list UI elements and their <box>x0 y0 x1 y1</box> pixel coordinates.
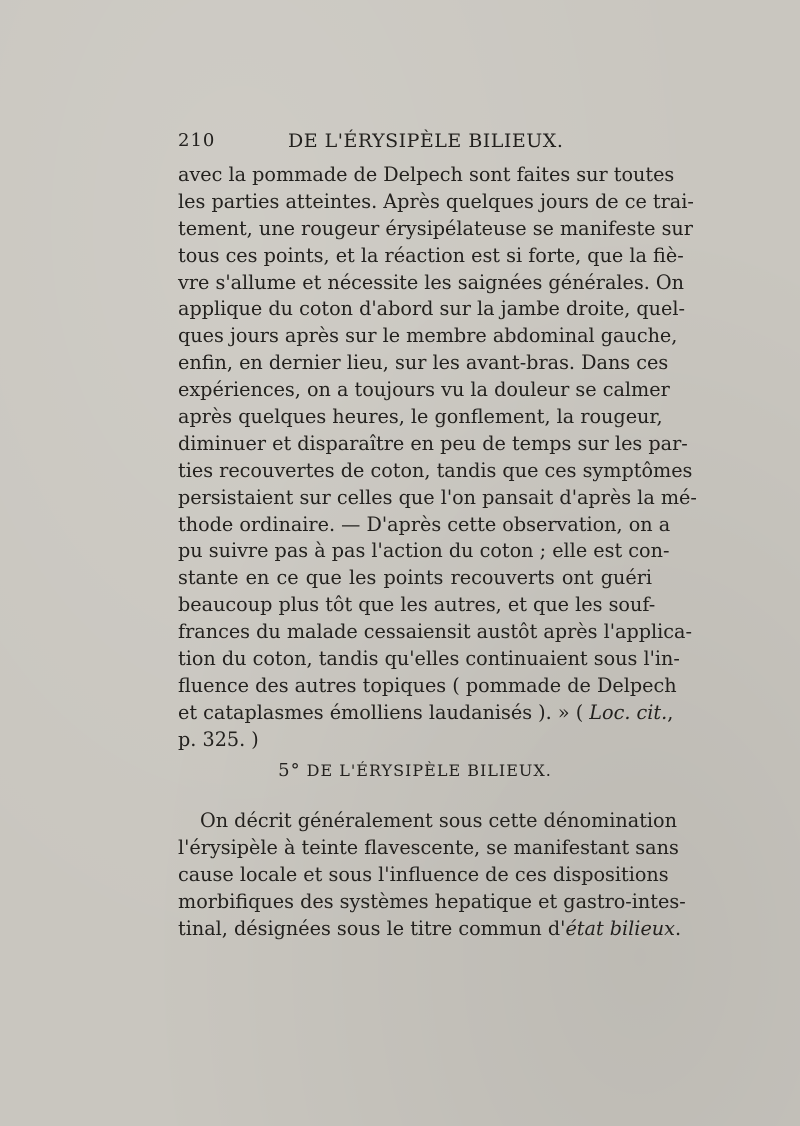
section-number: 5° <box>278 760 301 781</box>
text-line: beaucoup plus tôt que les autres, et que les souf- <box>178 593 656 617</box>
section-title: DE L'ÉRYSIPÈLE BILIEUX. <box>306 761 552 780</box>
running-title: DE L'ÉRYSIPÈLE BILIEUX. <box>288 130 564 152</box>
citation-reference: Loc. cit. <box>589 700 668 724</box>
text-line: après quelques heures, le gonflement, la rougeur, <box>178 405 663 429</box>
text-line: On décrit généralement sous cette dénomination <box>200 809 677 832</box>
section-paragraph <box>178 808 686 942</box>
citation-text: et cataplasmes émolliens laudanisés ). » ( <box>178 700 590 724</box>
text-line: stante en ce que les points recouverts ont guéri <box>178 566 652 590</box>
text-line: tous ces points, et la réaction est si forte, que la fiè- <box>178 243 684 267</box>
final-punctuation: . <box>674 916 682 940</box>
text-line: morbifiques des systèmes hepatique et gastro-intes- <box>178 889 686 913</box>
text-line: tement, une rougeur érysipélateuse se manifeste sur <box>178 216 693 240</box>
text-line: fluence des autres topiques ( pommade de Delpech <box>178 673 677 697</box>
text-line: ques jours après sur le membre abdominal gauche, <box>178 324 678 348</box>
text-line: frances du malade cessaiensit austôt après l'applica- <box>178 620 692 644</box>
text-line: diminuer et disparaître en peu de temps sur les par- <box>178 431 688 455</box>
citation-punctuation: , <box>667 700 674 724</box>
text-line: vre s'allume et nécessite les saignées générales. On <box>178 270 685 294</box>
text-line: ties recouvertes de coton, tandis que ces symptômes <box>178 458 693 482</box>
final-text: tinal, désignées sous le titre commun d' <box>178 916 566 940</box>
text-line: tion du coton, tandis qu'elles continuaient sous l'in- <box>178 647 680 671</box>
emphasized-term: état bilieux <box>565 916 675 940</box>
running-head <box>178 130 652 160</box>
text-line: les parties atteintes. Après quelques jours de ce trai- <box>178 189 694 213</box>
section-heading <box>178 760 652 781</box>
text-line: pu suivre pas à pas l'action du coton ; elle est con- <box>178 539 670 563</box>
text-line: thode ordinaire. — D'après cette observation, on a <box>178 512 671 536</box>
text-line: l'érysipèle à teinte flavescente, se manifestant sans <box>178 835 679 859</box>
text-line: applique du coton d'abord sur la jambe droite, quel- <box>178 297 686 321</box>
page-number: 210 <box>178 130 216 151</box>
text-line: avec la pommade de Delpech sont faites sur toutes <box>178 163 675 186</box>
text-line: cause locale et sous l'influence de ces dispositions <box>178 862 669 886</box>
text-line: expériences, on a toujours vu la douleur se calmer <box>178 378 670 402</box>
text-line-citation <box>178 700 674 727</box>
text-line: persistaient sur celles que l'on pansait d'après la mé- <box>178 485 697 509</box>
text-line-final <box>178 916 682 943</box>
body-paragraph <box>178 162 697 754</box>
text-line-citation-page: p. 325. ) <box>178 727 259 751</box>
text-line: enfin, en dernier lieu, sur les avant-bras. Dans ces <box>178 351 669 375</box>
